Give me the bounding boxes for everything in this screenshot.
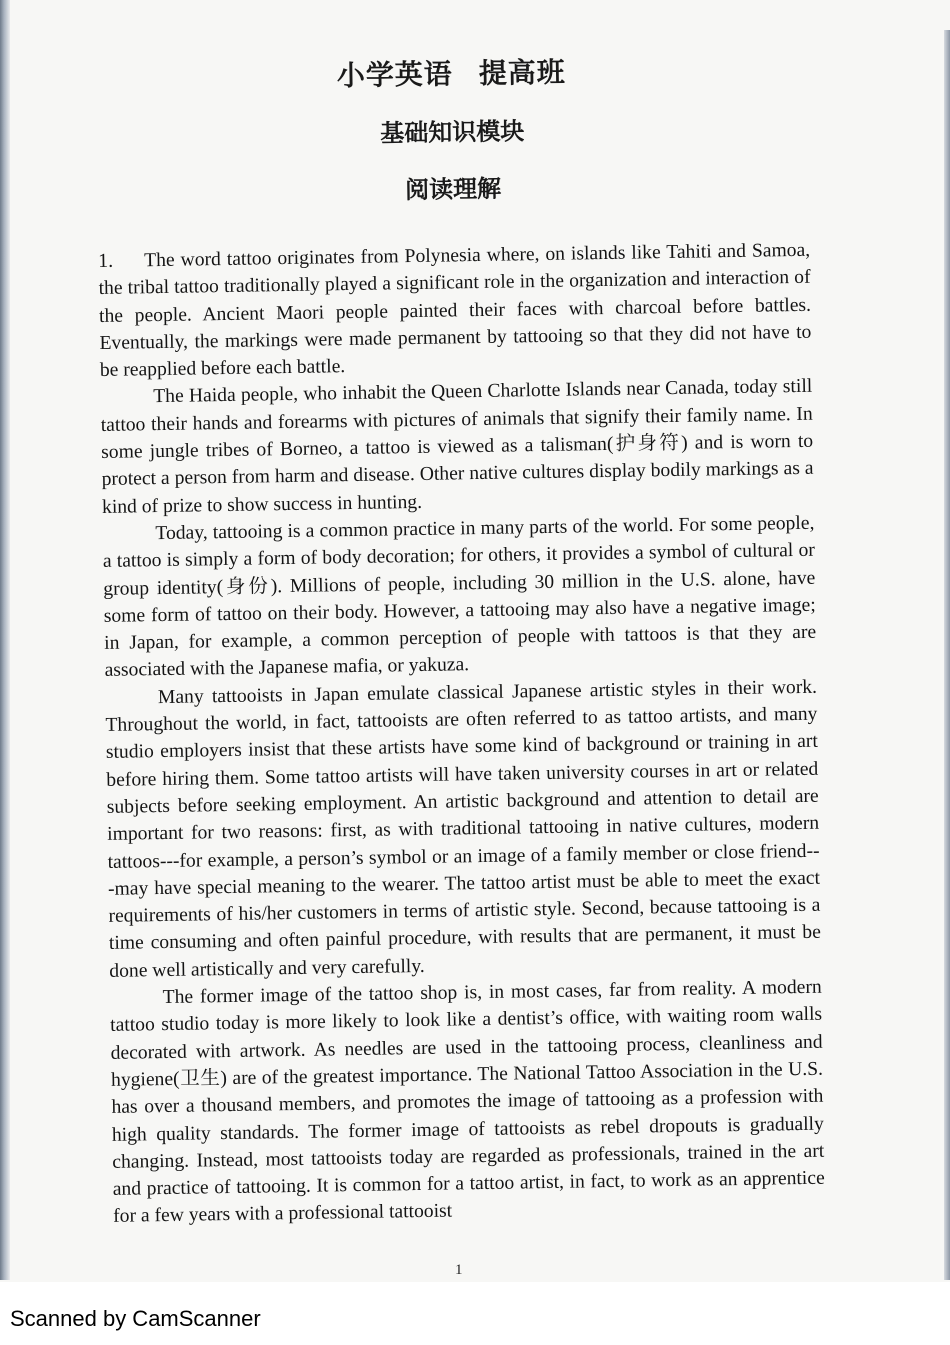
document-content (95, 47, 825, 1231)
scanner-watermark: Scanned by CamScanner (10, 1306, 261, 1331)
section-title: 阅读理解 (404, 173, 502, 205)
question-number: 1. (98, 249, 114, 272)
passage-paragraph-5: The former image of the tattoo shop is, in most cases, far from reality. A modern tattoo studio today is more likely to look like a dentist’s office, with waiting room walls decorated with artwork. As needles are used in the tattooing process, cleanliness and hygiene(卫生) are of the greatest importance. The National Tattoo Association in the U.S. has over a thousand members, and promotes the image of tattooing as a profession with high quality standards. The former image of tattooists as rebel dropouts is gradually changing. Instead, most tattooists today are regarded as professionals, trained in the art and practice of tattooing. It is common for a tattoo artist, in fact, to work as an apprentice for a few years with a professional tattooist (110, 976, 825, 1228)
page-right-shadow (944, 30, 950, 1280)
page-title (95, 47, 808, 98)
title-class: 提高班 (478, 55, 567, 90)
passage-paragraph-1 (98, 237, 812, 385)
passage-paragraph-3: Today, tattooing is a common practice in many parts of the world. For some people, a tattoo is simply a form of body decoration; for others, it provides a symbol of cultural or group identity(身份). Millions of people, including 30 million in the U.S. alone, have some form of tattoo on their body. However, a tattooing may also have a negative image; in Japan, for example, a common perception of people with tattoos is that they are associated with the Japanese mafia, or yakuza. (102, 512, 817, 682)
page-left-shadow (0, 0, 10, 1280)
reading-passage (98, 237, 825, 1231)
page-number: 1 (455, 1262, 463, 1278)
passage-paragraph-4: Many tattooists in Japan emulate classical Japanese artistic styles in their work. Throughout the world, in fact, tattooists are often referred to as tattoo artists, and many studio employers insist that these artists have some kind of background or training in art before hiring them. Some tattoo artists will have taken university courses in art or related subjects before seeking employment. An artistic background and attention to detail are important for two reasons: first, as with traditional tattooing in native cultures, modern tattoos---for example, a person’s symbol or an image of a family member or close friend---may have special meaning to the wearer. The tattoo artist must be able to meet the exact requirements of his/her customers in terms of artistic style. Second, because tattooing is a time consuming and often painful procedure, with results that are permanent, it must be done well artistically and very carefully. (105, 676, 821, 982)
module-subtitle: 基础知识模块 (379, 116, 525, 148)
title-course: 小学英语 (336, 57, 454, 93)
paragraph-text: The word tattoo originates from Polynesia where, on islands like Tahiti and Samoa, the tribal tattoo traditionally played a significant role in the organization and interaction of the people. Ancient Maori people painted their faces with charcoal before battles. Eventually, the markings were made permanent by tattooing so that they did not have to be reapplied before each battle. (98, 239, 812, 382)
passage-paragraph-2: The Haida people, who inhabit the Queen Charlotte Islands near Canada, today still tattoo their hands and forearms with pictures of animals that signify their family name. In some jungle tribes of Borneo, a tattoo is viewed as a talisman(护身符) and is worn to protect a person from harm and disease. Other native cultures display bodily markings as a kind of prize to show success in hunting. (100, 376, 814, 518)
